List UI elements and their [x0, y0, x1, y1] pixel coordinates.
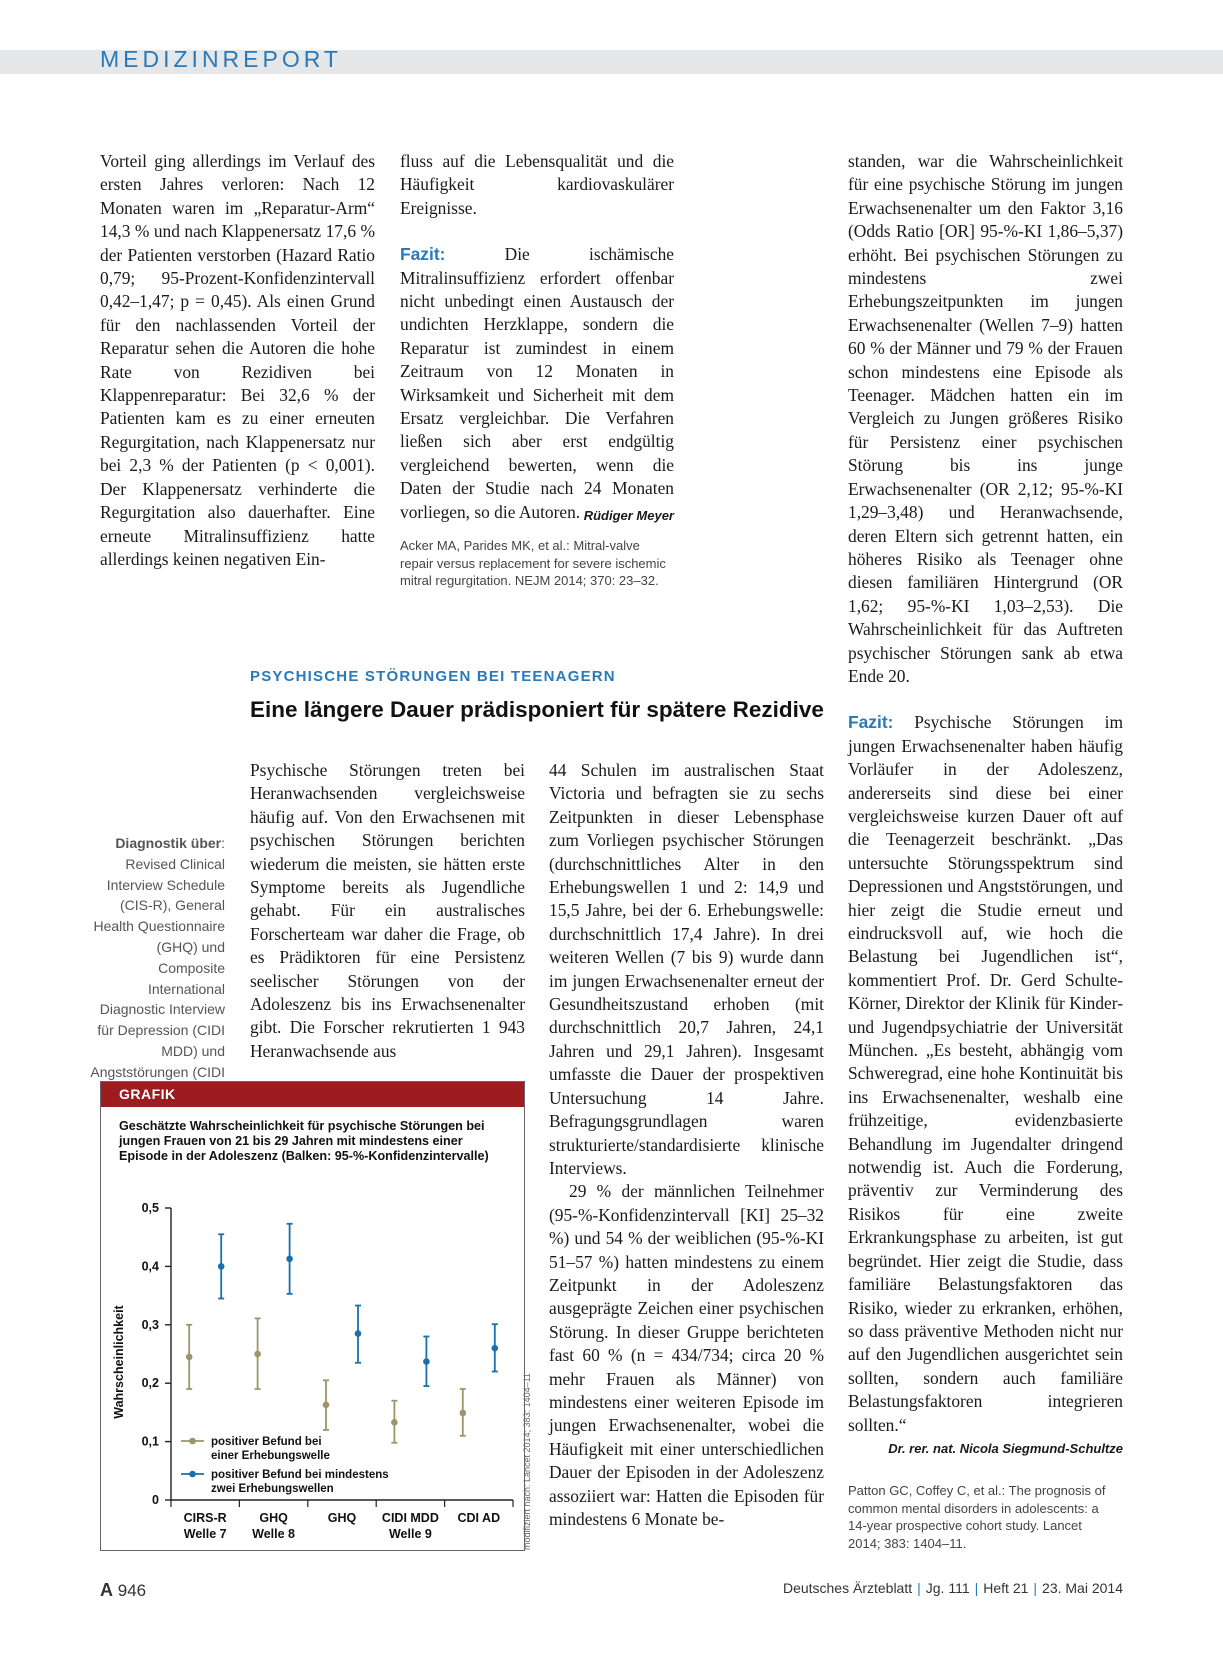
legend-text-1-1: zwei Erhebungswellen: [211, 1483, 334, 1495]
legend-text-0-0: positiver Befund bei: [211, 1436, 322, 1448]
article2-author: Dr. rer. nat. Nicola Siegmund-Schultze: [888, 1440, 1123, 1456]
data-point-s1-3: [423, 1358, 430, 1365]
page-number: [100, 1580, 146, 1601]
x-tick-label-4: CDI AD: [457, 1511, 501, 1525]
article1-col1-text: Vorteil ging allerdings im Verlauf des ersten Jahres verloren: Nach 12 Monaten waren im „Reparatur-Arm“ 14,3 % und nach Klappenersatz 17,6 % der Patienten verstorben (Hazard Ratio 0,79; 95-Prozent-Konfidenzintervall 0,42–1,47; p = 0,45). Als einen Grund für den nachlassenden Vorteil der Reparatur sehen die Autoren die hohe Rate von Rezidiven bei Klappenreparatur: Bei 32,6 % der Patienten kam es zu einer erneuten Regurgitation, nach Klappenersatz nur bei 2,3 % der Patienten (p < 0,001). Der Klappenersatz verhinderte die Regurgitation also dauerhafter. Eine erneute Mitralinsuffizienz hatte allerdings keinen negativen Ein-: [100, 151, 375, 569]
y-tick-label-4: 0,4: [141, 1259, 159, 1274]
grafik-credit-text: modifiziert nach: Lancet 2014; 383: 1404–11: [522, 1373, 532, 1550]
data-point-s1-2: [355, 1330, 362, 1337]
sidenote-text: : Revised Clinical Interview Schedule (CIS-R), General Health Questionnaire (GHQ) und Composite International Diagnostic Interview für Depression (CIDI MDD) und Angststörungen (CIDI: [90, 835, 225, 1080]
article2-sidenote: [90, 833, 225, 1103]
data-point-s0-3: [391, 1419, 398, 1426]
article1-fazit-text: Die ischämische Mitralinsuffizienz erfordert offenbar nicht unbedingt einen Austausch der undichten Herzklappe, sondern die Reparatur ist zumindest in einem Zeitraum von 12 Monaten in Wirksamkeit und Sicherheit mit dem Ersatz vergleichbar. Die Verfahren ließen sich aber erst endgültig vergleichend bewerten, wenn die Daten der Studie nach 24 Monaten vorliegen, so die Autoren.: [400, 244, 674, 522]
data-point-s0-1: [254, 1351, 261, 1358]
article1-fazit-label: Fazit:: [400, 244, 446, 265]
chart-title: Geschätzte Wahrscheinlichkeit für psychische Störungen bei jungen Frauen von 21 bis 29 Jahren mit mindestens einer Episode in der Adoleszenz (Balken: 95-%-Konfidenzintervalle): [119, 1119, 489, 1163]
legend-text-1-0: positiver Befund bei mindestens: [211, 1469, 389, 1481]
article1-col2-text: fluss auf die Lebensqualität und die Häufigkeit kardiovaskulärer Ereignisse.: [400, 151, 674, 218]
article2-fazit-label: Fazit:: [848, 712, 894, 733]
data-point-s0-2: [323, 1402, 330, 1409]
article2-reference: Patton GC, Coffey C, et al.: The prognosis of common mental disorders in adolescents: a 14-year prospective cohort study. Lancet 2014; 383: 1404–11.: [848, 1483, 1106, 1551]
data-point-s1-1: [286, 1256, 293, 1263]
article1-column2: [400, 150, 674, 527]
sidenote-label: Diagnostik über: [115, 835, 222, 851]
x-tick-label-1: GHQ: [259, 1511, 288, 1525]
article2-fazit-text: Psychische Störungen im jungen Erwachsenenalter haben häufig Vorläufer in der Adoleszenz, andererseits sind diese bei einer vergleichsweise kurzen Dauer oft auf die Teenagerzeit beschränkt. „Das untersuchte Störungsspektrum sind Depressionen und Angststörungen, und hier zeigt die Studie erneut und eindrucksvoll auf, wie hoch die Belastung bei Jugendlichen ist“, kommentiert Prof. Dr. Gerd Schulte-Körner, Direktor der Klinik für Kinder- und Jugendpsychiatrie der Universität München. „Es besteht, abhängig vom Schweregrad, eine hohe Kontinuität bis ins Erwachsenenalter, weshalb eine frühzeitige, evidenzbasierte Behandlung im Jugendalter dringend notwendig ist. Auch die Forderung, präventiv zur Verminderung des Risikos für eine zweite Erkrankungsphase zu arbeiten, ist gut begründet. Hier zeigt die Studie, dass familiäre Belastungsfaktoren das Risiko, wieder zu erkranken, erhöhen, so dass präventive Methoden nicht nur auf den Jugendlichen ausgerichtet sein sollten, sondern auch familiäre Belastungsfaktoren integrieren sollten.“: [848, 712, 1123, 1435]
journal-volume: Jg. 111: [925, 1580, 970, 1596]
article2-col-b-text-1: 44 Schulen im australischen Staat Victoria und befragten sie zu sechs Zeitpunkten in dieser Lebensphase zum Vorliegen psychischer Störungen (durchschnittliches Alter in den Erhebungswellen 1 und 2: 14,9 und 15,5 Jahre, bei der 6. Erhebungswelle: durchschnittlich 17,4 Jahre). In drei weiteren Wellen (7 bis 9) wurde dann im jungen Erwachsenenalter erneut der Gesundheitszustand erhoben (mit durchschnittlich 20,7 Jahren, 24,1 Jahren und 29,1 Jahren). Insgesamt umfasste die Dauer der prospektiven Untersuchung 14 Jahre. Befragungsgrundlagen waren strukturierte/standardisierte klinische Interviews.: [549, 760, 824, 1178]
legend-marker-1: [189, 1471, 196, 1478]
grafik-box: [100, 1081, 525, 1551]
data-point-s0-4: [460, 1410, 467, 1417]
article2-col-b-text-2: 29 % der männlichen Teilnehmer (95-%-Konfidenzintervall [KI] 25–32 %) und 54 % der weiblichen (95-%-KI 51–57 %) hatten mindestens zu einem Zeitpunkt in der Adoleszenz ausgeprägte Zeichen einer psychischen Störung. In dieser Gruppe berichteten fast 60 % (n = 434/734; circa 20 % mehr Frauen als Männer) von mindestens einer weiteren Episode im jungen Erwachsenenalter, wobei die Häufigkeit mit einer unterschiedlichen Dauer der Episoden in der Adoleszenz assoziiert war: Hatten die Episoden für mindestens 6 Monate be-: [549, 1181, 824, 1529]
article2-column-b: [549, 759, 824, 1531]
article1-author: Rüdiger Meyer: [583, 507, 674, 523]
article1-column1: [100, 150, 375, 571]
grafik-credit: [520, 1373, 538, 1550]
x-tick-label-3: CIDI MDD: [381, 1511, 439, 1525]
article2-column-c: [848, 150, 1123, 1460]
data-point-s0-0: [186, 1354, 193, 1361]
data-point-s1-4: [492, 1345, 499, 1352]
journal-name: Deutsches Ärzteblatt: [782, 1580, 913, 1596]
x-tick-label-0: CIRS-R: [183, 1511, 227, 1525]
grafik-label: GRAFIK: [119, 1086, 176, 1102]
y-tick-label-0: 0: [152, 1493, 159, 1507]
y-tick-label-3: 0,3: [141, 1317, 159, 1332]
article2-col-c-text: standen, war die Wahrscheinlichkeit für eine psychische Störung im jungen Erwachsenenalter um den Faktor 3,16 (Odds Ratio [OR] 95-%-KI 1,86–5,37) erhöht. Bei psychischen Störungen zu mindestens zwei Erhebungszeitpunkten im jungen Erwachsenenalter (Wellen 7–9) hatten 60 % der Männer und 79 % der Frauen schon mindestens eine Episode als Teenager. Mädchen hatten ein im Vergleich zu Jungen größeres Risiko für Persistenz einer psychischen Störung bis ins junge Erwachsenenalter (OR 2,12; 95-%-KI 1,29–3,48) und Heranwachsende, deren Eltern sich getrennt hatten, ein höheres Risiko als Teenager ohne diesen familiären Hintergrund (OR 1,62; 95-%-KI 1,03–2,53). Die Wahrscheinlichkeit für das Auftreten psychischer Störungen sank ab etwa Ende 20.: [848, 151, 1123, 686]
x-tick-sublabel-3: Welle 9: [388, 1527, 432, 1541]
journal-issue: Heft 21: [983, 1580, 1029, 1596]
y-tick-label-1: 0,1: [141, 1434, 159, 1449]
article2-column-a: [250, 759, 525, 1063]
y-tick-label-2: 0,2: [141, 1376, 159, 1391]
article2-headline: Eine längere Dauer prädisponiert für spätere Rezidive: [250, 697, 824, 722]
legend-text-0-1: einer Erhebungswelle: [211, 1450, 330, 1462]
page-prefix: A: [100, 1580, 113, 1600]
x-tick-sublabel-0: Welle 7: [183, 1527, 227, 1541]
article1-fazit: [400, 243, 674, 524]
legend-marker-0: [189, 1438, 196, 1445]
x-tick-label-2: GHQ: [327, 1511, 357, 1525]
section-label: MEDIZINREPORT: [100, 46, 342, 72]
data-point-s1-0: [218, 1263, 225, 1270]
article2-fazit: [848, 711, 1123, 1437]
y-tick-label-5: 0,5: [141, 1201, 159, 1215]
journal-info: Deutsches Ärzteblatt | Jg. 111 | Heft 21 | 23. Mai 2014: [782, 1580, 1123, 1596]
x-tick-sublabel-1: Welle 8: [252, 1527, 296, 1541]
article2-col-a-text: Psychische Störungen treten bei Heranwachsenden vergleichsweise häufig auf. Von den Erwachsenen mit psychischen Störungen berichten wiederum die meisten, sie hätten erste Symptome bereits als Jugendliche gehabt. Für ein australisches Forscherteam war daher die Frage, ob es Prädiktoren für eine Persistenz seelischer Störungen von der Adoleszenz bis ins Erwachsenenalter gibt. Die Forscher rekrutierten 1 943 Heranwachsende aus: [250, 760, 525, 1061]
article2-kicker: PSYCHISCHE STÖRUNGEN BEI TEENAGERN: [250, 668, 616, 685]
article1-reference: Acker MA, Parides MK, et al.: Mitral-valve repair versus replacement for severe ischemic mitral regurgitation. NEJM 2014; 370: 23–32.: [400, 538, 666, 588]
chart-svg: [101, 1082, 524, 1550]
journal-date: 23. Mai 2014: [1042, 1580, 1123, 1596]
y-axis-label: Wahrscheinlichkeit: [112, 1305, 126, 1419]
page-number-value: 946: [117, 1581, 147, 1600]
